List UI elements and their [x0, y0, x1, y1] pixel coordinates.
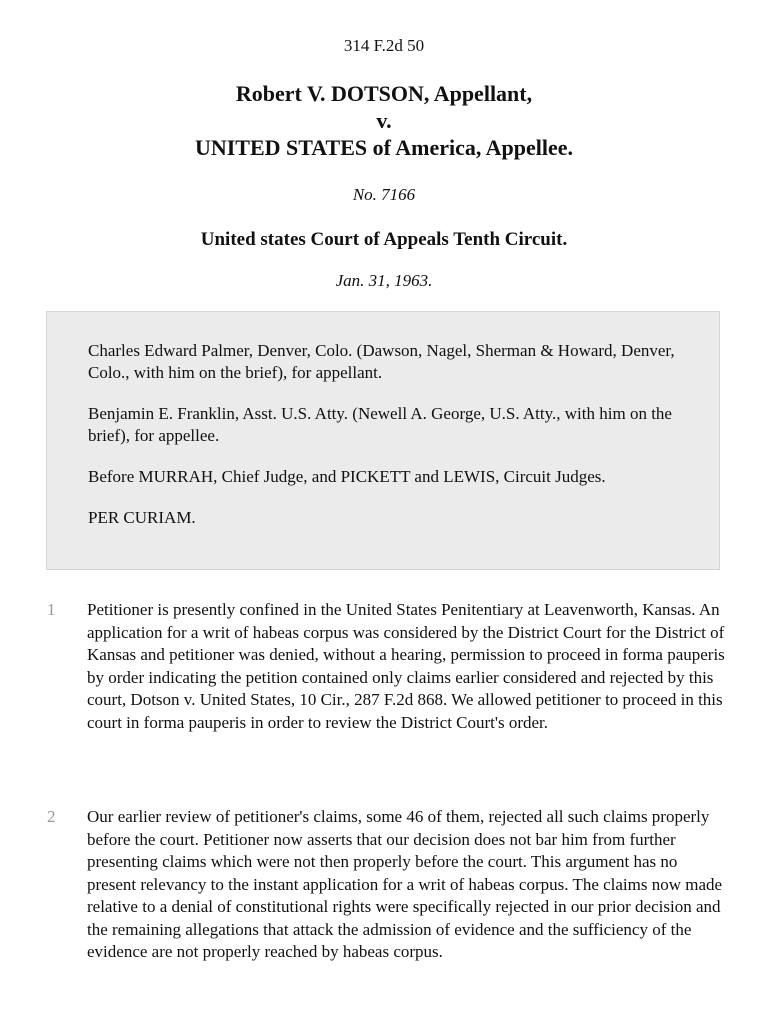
case-citation: 314 F.2d 50 — [343, 36, 425, 55]
paragraph-text: Our earlier review of petitioner's claims, some 46 of them, rejected all such claims properly before the court. Petitioner now asserts that our decision does not bar him from further presenting claims which were not then properly before the court. This argument has no present relevancy to the instant application for a writ of habeas corpus. The claims now made relative to a denial of constitutional rights were specifically rejected in our prior decision and the remaining allegations that attack the admission of evidence and the sufficiency of the evidence are not properly reached by habeas corpus. — [87, 807, 723, 961]
appellant-name: Robert V. DOTSON, Appellant, — [235, 81, 533, 106]
appellant-counsel: Charles Edward Palmer, Denver, Colo. (Dawson, Nagel, Sherman & Howard, Denver, Colo., with him on the brief), for appellant. — [88, 341, 675, 382]
appellee-counsel: Benjamin E. Franklin, Asst. U.S. Atty. (Newell A. George, U.S. Atty., with him on the brief), for appellee. — [88, 404, 672, 445]
decision-date: Jan. 31, 1963. — [335, 271, 433, 290]
paragraph-text: Petitioner is presently confined in the United States Penitentiary at Leavenworth, Kansas. An application for a writ of habeas corpus was considered by the District Court for the District of Kansas and petitioner was denied, without a hearing, permission to proceed in forma pauperis by order indicating the petition contained only claims earlier considered and rejected by this court, Dotson v. United States, 10 Cir., 287 F.2d 868. We allowed petitioner to proceed in this court in forma pauperis in order to review the District Court's order. — [87, 600, 725, 732]
docket-number: No. 7166 — [352, 185, 416, 204]
versus-label: v. — [376, 108, 392, 133]
case-caption — [0, 80, 768, 161]
headnote-box — [46, 311, 720, 570]
opinion-author: PER CURIAM. — [88, 508, 196, 527]
paragraph-number: 2 — [47, 807, 56, 826]
appellee-name: UNITED STATES of America, Appellee. — [194, 135, 574, 160]
paragraph-number: 1 — [47, 600, 56, 619]
court-name: United states Court of Appeals Tenth Circuit. — [200, 229, 568, 250]
panel-judges: Before MURRAH, Chief Judge, and PICKETT and LEWIS, Circuit Judges. — [88, 467, 606, 486]
